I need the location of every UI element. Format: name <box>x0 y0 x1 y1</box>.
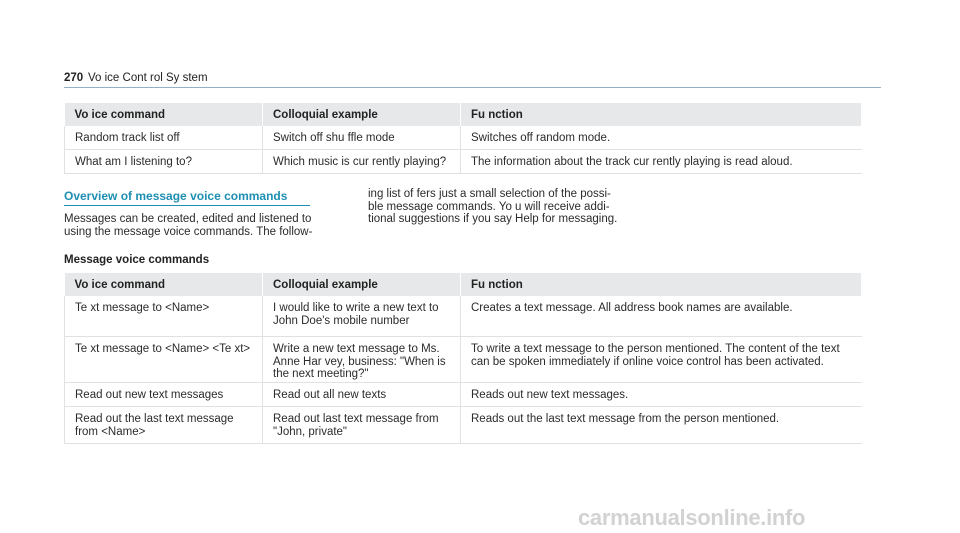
body-paragraph-right: ing list of fers just a small selection of the possi- ble message commands. Yo u will receive addi- tional suggestions if you say Help for messaging. <box>368 188 618 225</box>
cell-voice-command: What am I listening to? <box>65 150 263 174</box>
column-header-function: Fu nction <box>461 103 862 126</box>
message-voice-commands-table <box>64 273 862 444</box>
table-header-row <box>65 273 862 296</box>
column-header-voice-command: Vo ice command <box>65 273 263 296</box>
cell-colloquial-example: Read out all new texts <box>263 383 461 407</box>
section-heading: Overview of message voice commands <box>64 189 288 203</box>
table-row <box>65 407 862 444</box>
cell-function: Switches off random mode. <box>461 126 862 150</box>
section-heading-underline <box>64 205 310 206</box>
column-header-function: Fu nction <box>461 273 862 296</box>
page-number: 270 <box>64 72 84 84</box>
cell-voice-command: Te xt message to <Name> <Te xt> <box>65 337 263 383</box>
table-row <box>65 150 862 174</box>
cell-voice-command: Random track list off <box>65 126 263 150</box>
column-header-voice-command: Vo ice command <box>65 103 263 126</box>
cell-colloquial-example: Write a new text message to Ms. Anne Har vey, business: "When is the next meeting?" <box>263 337 461 383</box>
column-header-colloquial-example: Colloquial example <box>263 103 461 126</box>
cell-voice-command: Read out the last text message from <Name> <box>65 407 263 444</box>
table-row <box>65 383 862 407</box>
cell-function: Reads out new text messages. <box>461 383 862 407</box>
column-header-colloquial-example: Colloquial example <box>263 273 461 296</box>
cell-colloquial-example: I would like to write a new text to John Doe's mobile number <box>263 296 461 337</box>
body-paragraph-left: Messages can be created, edited and listened to using the message voice commands. The follow- <box>64 213 313 238</box>
cell-function: Reads out the last text message from the person mentioned. <box>461 407 862 444</box>
cell-function: The information about the track cur rently playing is read aloud. <box>461 150 862 174</box>
table-row <box>65 126 862 150</box>
watermark: carmanualsonline.info <box>578 505 806 530</box>
table-row <box>65 296 862 337</box>
cell-colloquial-example: Which music is cur rently playing? <box>263 150 461 174</box>
table-header-row <box>65 103 862 126</box>
cell-voice-command: Read out new text messages <box>65 383 263 407</box>
cell-colloquial-example: Switch off shu ffle mode <box>263 126 461 150</box>
voice-commands-table <box>64 103 862 174</box>
table-subheading: Message voice commands <box>64 254 210 266</box>
table-row <box>65 337 862 383</box>
cell-function: Creates a text message. All address book names are available. <box>461 296 862 337</box>
page-title: Vo ice Cont rol Sy stem <box>88 72 208 84</box>
cell-function: To write a text message to the person mentioned. The content of the text can be spoken immediately if online voice control has been activated. <box>461 337 862 383</box>
cell-voice-command: Te xt message to <Name> <box>65 296 263 337</box>
cell-colloquial-example: Read out last text message from "John, private" <box>263 407 461 444</box>
page-header <box>64 72 881 88</box>
header-divider <box>64 87 881 88</box>
